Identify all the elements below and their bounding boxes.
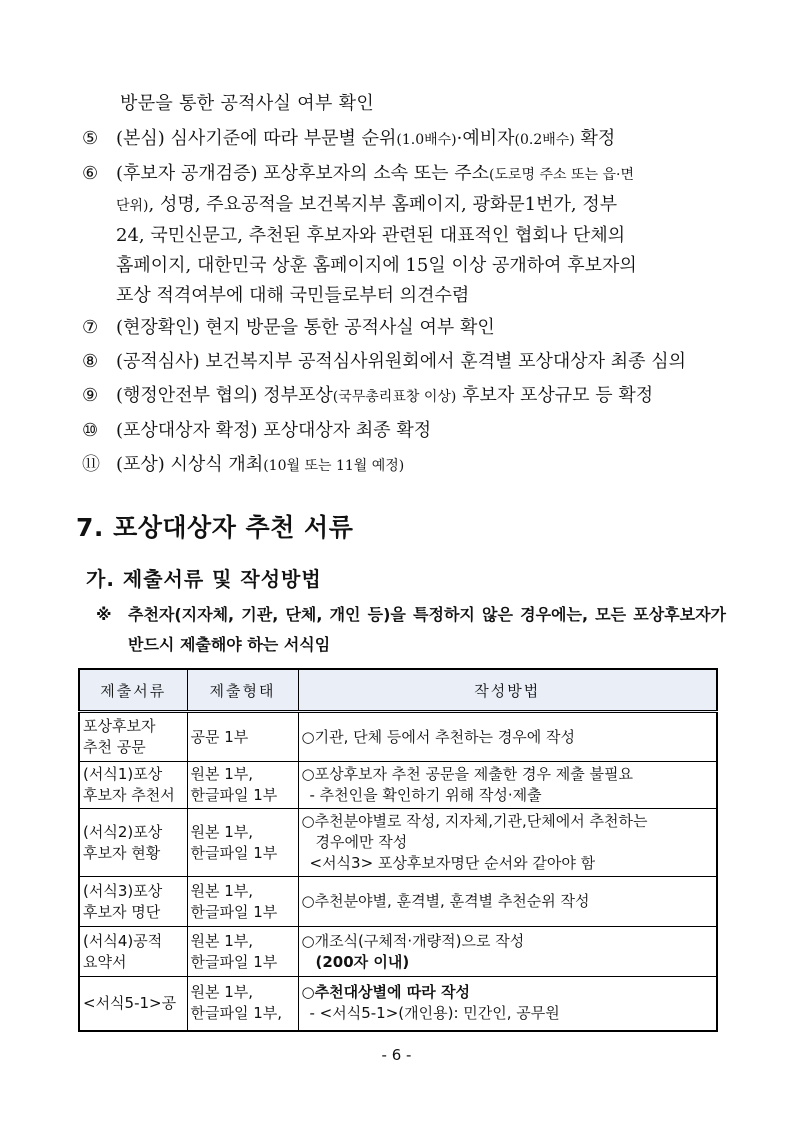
submission-documents-table [78, 668, 718, 1032]
cell-document-line: 요약서 [83, 952, 127, 971]
step-8 [82, 345, 722, 379]
cell-document-line: 후보자 추천서 [83, 786, 175, 804]
step-number: ⑤ [82, 128, 99, 149]
cell-form-line: 한글파일 1부 [190, 786, 278, 804]
step-text: 홈페이지, 대한민국 상훈 홈페이지에 15일 이상 공개하여 후보자의 [116, 255, 637, 276]
cell-document [79, 762, 187, 809]
step-text: (포상대상자 확정) 포상대상자 최종 확정 [116, 420, 432, 441]
step-number: ⑨ [82, 385, 99, 406]
step-small-text: (1.0배수) [396, 132, 457, 148]
cell-document-line: 후보자 명단 [83, 902, 161, 921]
step-text: (후보자 공개검증) 포상후보자의 소속 또는 주소 [116, 163, 490, 184]
note-mark: ※ [96, 605, 112, 624]
step-11 [82, 448, 722, 483]
step-10 [82, 414, 722, 448]
step-text: 확정 [574, 128, 616, 149]
step-number: ⑧ [82, 351, 99, 372]
step-small-text: 단위) [116, 198, 149, 214]
step-7 [82, 311, 722, 345]
table-header: 제출서류 [79, 669, 187, 712]
cell-document [79, 927, 187, 977]
cell-document [79, 712, 187, 762]
subsection-title: 가. 제출서류 및 작성방법 [86, 567, 322, 591]
cell-form-line: 한글파일 1부, [190, 1004, 283, 1023]
step-number: ⑦ [82, 317, 99, 338]
step-text: 24, 국민신문고, 추천된 후보자와 관련된 대표적인 협회나 단체의 [116, 225, 626, 246]
cell-document-line: <서식5-1>공 [83, 993, 177, 1012]
cell-form [187, 877, 298, 927]
table-header: 작성방법 [298, 669, 717, 712]
cell-method [298, 877, 717, 927]
step-small-text: (국무총리표창 이상) [332, 389, 457, 405]
method-line: ○개조식(구체적·개량적)으로 작성 [301, 931, 525, 950]
table-row [79, 762, 717, 809]
cell-form [187, 977, 298, 1031]
cell-document-line: 후보자 현황 [83, 843, 161, 862]
cell-form-line: 원본 1부, [190, 881, 254, 900]
method-line: 경우에만 작성 [315, 833, 408, 851]
method-line: ○추천분야별로 작성, 지자체,기관,단체에서 추천하는 [301, 812, 648, 830]
step-number: ⑩ [82, 420, 99, 441]
note-text: 추천자(지자체, 기관, 단체, 개인 등)을 특정하지 않은 경우에는, 모든 포상후보자가 반드시 제출해야 하는 서식임 [128, 605, 726, 654]
cell-method [298, 762, 717, 809]
cell-form-line: 한글파일 1부 [190, 902, 278, 921]
table-header: 제출형태 [187, 669, 298, 712]
cell-form-line: 원본 1부, [190, 983, 254, 1002]
cell-form-line: 원본 1부, [190, 931, 254, 950]
method-line: ○포상후보자 추천 공문을 제출한 경우 제출 불필요 [301, 765, 633, 783]
step-5 [82, 122, 722, 157]
step-text: (포상) 시상식 개최 [116, 454, 264, 475]
step-text: (행정안전부 협의) 정부포상 [116, 385, 333, 406]
step-9 [82, 379, 722, 414]
step-text: (현장확인) 현지 방문을 통한 공적사실 여부 확인 [116, 317, 495, 338]
method-line: - 추천인을 확인하기 위해 작성·제출 [309, 786, 542, 804]
cell-document [79, 977, 187, 1031]
table-header-row [79, 669, 717, 712]
step-small-text: (0.2배수) [514, 132, 575, 148]
cell-form [187, 927, 298, 977]
step-text: (공적심사) 보건복지부 공적심사위원회에서 훈격별 포상대상자 최종 심의 [116, 351, 687, 372]
cell-method [298, 809, 717, 877]
step-6 [82, 157, 722, 311]
step-text: , 성명, 주요공적을 보건복지부 홈페이지, 광화문1번가, 정부 [148, 194, 618, 215]
cell-method [298, 712, 717, 762]
step-text: 포상 적격여부에 대해 국민들로부터 의견수렴 [116, 285, 470, 306]
method-line: (200자 이내) [315, 952, 410, 971]
step-number: ⑪ [82, 454, 100, 475]
method-line: ○추천분야별, 훈격별, 훈격별 추천순위 작성 [301, 892, 590, 910]
method-line: ○추천대상별에 따라 작성 [301, 983, 470, 1002]
cell-document-line: 포상후보자 [83, 717, 156, 735]
method-line: - <서식5-1>(개인용): 민간인, 공무원 [309, 1004, 560, 1023]
cell-form-line: 원본 1부, [190, 765, 254, 783]
page-number: - 6 - [381, 1046, 412, 1064]
procedure-steps [82, 122, 722, 483]
step-small-text: (10월 또는 11월 예정) [263, 458, 405, 474]
step-number: ⑥ [82, 163, 99, 184]
table-row [79, 809, 717, 877]
step-small-text: (도로명 주소 또는 읍·면 [489, 167, 635, 183]
cell-form [187, 712, 298, 762]
method-line: <서식3> 포상후보자명단 순서와 같아야 함 [309, 854, 596, 872]
cell-document [79, 809, 187, 877]
table-row [79, 877, 717, 927]
cell-form-line: 한글파일 1부 [190, 843, 278, 862]
table-row [79, 927, 717, 977]
cell-document-line: 추천 공문 [83, 738, 146, 756]
step-text: 후보자 포상규모 등 확정 [456, 385, 654, 406]
table-row [79, 712, 717, 762]
note [96, 600, 726, 660]
method-line: ○기관, 단체 등에서 추천하는 경우에 작성 [301, 727, 576, 746]
cell-document-line: (서식3)포상 [83, 881, 163, 900]
cell-document-line: (서식1)포상 [83, 765, 163, 783]
cell-document [79, 877, 187, 927]
table-row [79, 977, 717, 1031]
cell-form [187, 809, 298, 877]
cell-form-line: 공문 1부 [190, 727, 249, 746]
cell-document-line: (서식2)포상 [83, 822, 163, 841]
cell-form-line: 원본 1부, [190, 822, 254, 841]
section-title: 7. 포상대상자 추천 서류 [76, 513, 354, 542]
step-text: (본심) 심사기준에 따라 부문별 순위 [116, 128, 397, 149]
cell-form [187, 762, 298, 809]
step-text: ·예비자 [456, 128, 515, 149]
cell-document-line: (서식4)공적 [83, 931, 163, 950]
cell-method [298, 927, 717, 977]
continuation-text: 방문을 통한 공적사실 여부 확인 [120, 93, 375, 114]
cell-method [298, 977, 717, 1031]
cell-form-line: 한글파일 1부 [190, 952, 278, 971]
